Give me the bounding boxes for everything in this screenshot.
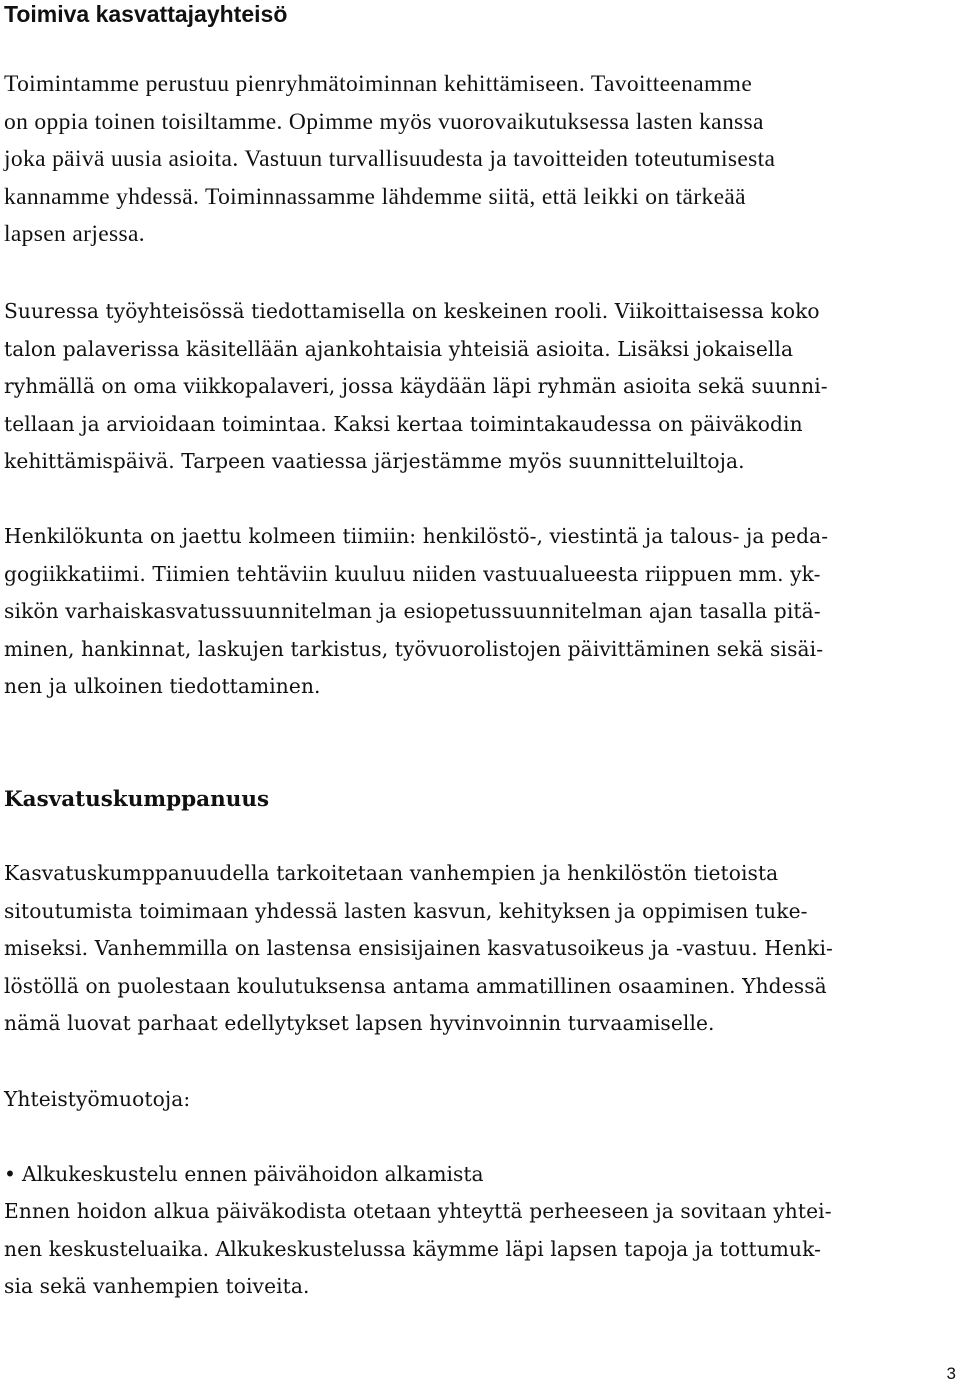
text-line: kehittämispäivä. Tarpeen vaatiessa järjestämme myös suunnitteluiltoja. — [4, 449, 745, 473]
paragraph-alkukeskustelu — [4, 1193, 950, 1306]
text-line: kannamme yhdessä. Toiminnassamme lähdemme siitä, että leikki on tärkeää — [4, 183, 746, 210]
paragraph-tiimit — [4, 518, 950, 706]
text-line: Ennen hoidon alkua päiväkodista otetaan yhteyttä perheeseen ja sovitaan yhtei- — [4, 1199, 832, 1223]
text-line: talon palaverissa käsitellään ajankohtaisia yhteisiä asioita. Lisäksi jokaisella — [4, 336, 794, 361]
text-line: sia sekä vanhempien toiveita. — [4, 1274, 310, 1298]
section-heading-kasvattajayhteiso: Toimiva kasvattajayhteisö — [4, 1, 288, 27]
text-line: lapsen arjessa. — [4, 221, 145, 247]
text-line: on oppia toinen toisiltamme. Opimme myös vuorovaikutuksessa lasten kanssa — [4, 108, 764, 135]
text-line: tellaan ja arvioidaan toimintaa. Kaksi kertaa toimintakaudessa on päiväkodin — [4, 411, 803, 436]
text-line: minen, hankinnat, laskujen tarkistus, työvuorolistojen päivittäminen sekä sisäi- — [4, 636, 824, 661]
bullet-item-alkukeskustelu — [4, 1159, 483, 1189]
bullet-icon: • — [4, 1162, 16, 1186]
text-line: ryhmällä on oma viikkopalaveri, jossa käydään läpi ryhmän asioita sekä suunni- — [4, 374, 828, 398]
text-line: löstöllä on puolestaan koulutuksensa antama ammatillinen osaaminen. Yhdessä — [4, 973, 827, 998]
paragraph-tiedottaminen — [4, 293, 950, 481]
text-line: joka päivä uusia asioita. Vastuun turvallisuudesta ja tavoitteiden toteutumisesta — [4, 146, 776, 172]
text-line: nen keskusteluaika. Alkukeskustelussa käymme läpi lapsen tapoja ja tottumuk- — [4, 1236, 822, 1261]
text-line: nen ja ulkoinen tiedottaminen. — [4, 674, 321, 698]
text-line: miseksi. Vanhemmilla on lastensa ensisijainen kasvatusoikeus ja -vastuu. Henki- — [4, 936, 833, 960]
paragraph-toimintamme — [4, 66, 950, 254]
text-line: Toimintamme perustuu pienryhmätoiminnan kehittämiseen. Tavoitteenamme — [4, 71, 753, 97]
page-number: 3 — [946, 1364, 956, 1383]
section-heading-kasvatuskumppanuus: Kasvatuskumppanuus — [4, 787, 270, 812]
text-line: sikön varhaiskasvatussuunnitelman ja esiopetussuunnitelman ajan tasalla pitä- — [4, 599, 821, 623]
text-line: nämä luovat parhaat edellytykset lapsen hyvinvoinnin turvaamiselle. — [4, 1011, 715, 1035]
text-line: Henkilökunta on jaettu kolmeen tiimiin: henkilöstö-, viestintä ja talous- ja peda- — [4, 524, 829, 548]
paragraph-kasvatuskumppanuus — [4, 855, 950, 1043]
text-line: Suuressa työyhteisössä tiedottamisella on keskeinen rooli. Viikoittaisessa koko — [4, 299, 820, 323]
text-line: Kasvatuskumppanuudella tarkoitetaan vanhempien ja henkilöstön tietoista — [4, 861, 779, 885]
bullet-text: Alkukeskustelu ennen päivähoidon alkamista — [22, 1162, 484, 1186]
text-line: gogiikkatiimi. Tiimien tehtäviin kuuluu niiden vastuualueesta riippuen mm. yk- — [4, 561, 821, 586]
subheading-yhteistyomuotoja: Yhteistyömuotoja: — [4, 1087, 191, 1111]
text-line: sitoutumista toimimaan yhdessä lasten kasvun, kehityksen ja oppimisen tuke- — [4, 898, 808, 923]
